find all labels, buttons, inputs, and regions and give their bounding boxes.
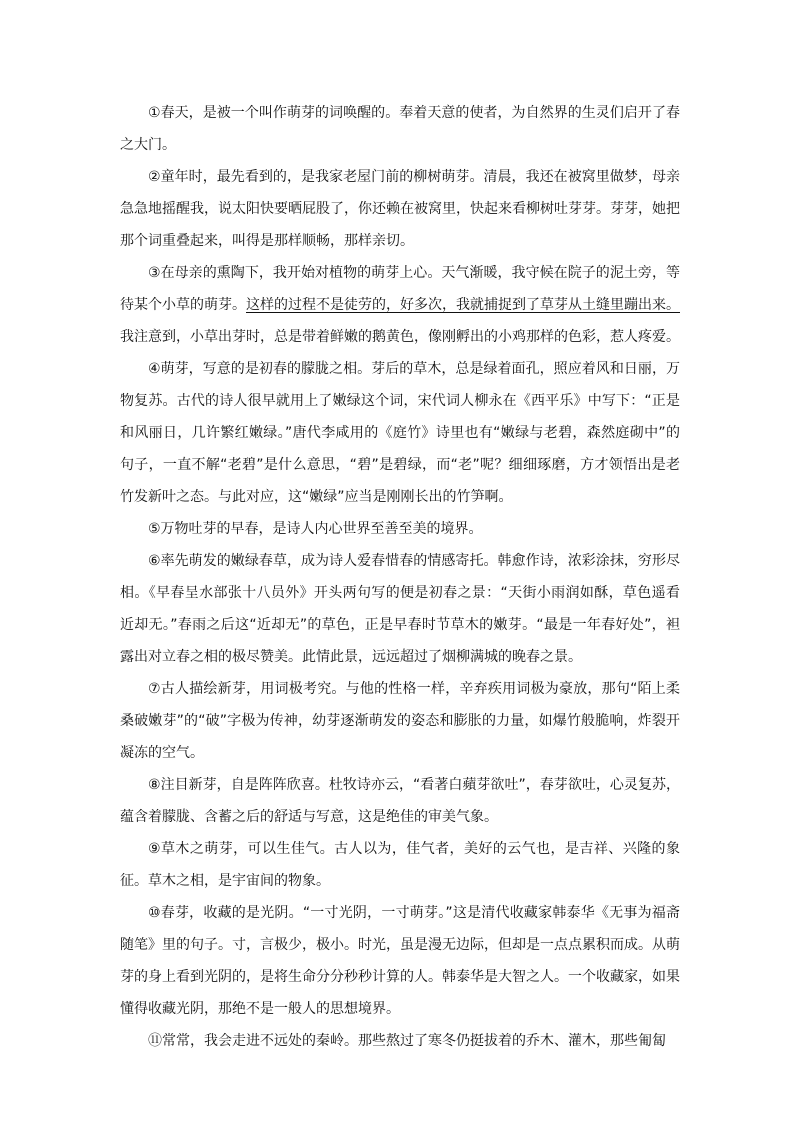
paragraph-7: ⑦古人描绘新芽，用词极考究。与他的性格一样，辛弃疾用词极为豪放，那句“陌上柔桑破嫩芽”的“破”字极为传神，幼芽逐渐萌发的姿态和膨胀的力量，如爆竹般脆响，炸裂开凝冻的空气。: [120, 681, 680, 761]
paragraph-4: ④萌芽，写意的是初春的朦胧之相。芽后的草木，总是绿着面孔，照应着风和日丽，万物复苏。古代的诗人很早就用上了嫩绿这个词，宋代词人柳永在《西平乐》中写下：“正是和风丽日，几许繁红嫩绿。”唐代李咸用的《庭竹》诗里也有“嫩绿与老碧，森然庭砌中”的句子，一直不解“老碧”是什么意思，“碧”是碧绿，而“老”呢？细细琢磨，方才领悟出是老竹发新叶之态。与此对应，这“嫩绿”应当是刚刚长出的竹笋啊。: [120, 361, 680, 505]
paragraph-10: ⑩春芽，收藏的是光阴。“一寸光阴，一寸萌芽。”这是清代收藏家韩泰华《无事为福斋随笔》里的句子。寸，言极少，极小。时光，虽是漫无边际，但却是一点点累积而成。从萌芽的身上看到光阴的，是将生命分分秒秒计算的人。韩泰华是大智之人。一个收藏家，如果懂得收藏光阴，那绝不是一般人的思想境界。: [120, 905, 680, 1017]
underlined-sentence: 这样的过程不是徒劳的，好多次，我就捕捉到了草芽从土缝里蹦出来。: [246, 297, 680, 313]
paragraph-2: ②童年时，最先看到的，是我家老屋门前的柳树萌芽。清晨，我还在被窝里做梦，母亲急急地摇醒我，说太阳快要晒屁股了，你还赖在被窝里，快起来看柳树吐芽芽。芽芽，她把那个词重叠起来，叫得是那样顺畅，那样亲切。: [120, 169, 680, 249]
paragraph-8: ⑧注目新芽，自是阵阵欣喜。杜牧诗亦云，“看著白蘋芽欲吐”，春芽欲吐，心灵复苏，蕴含着朦胧、含蓄之后的舒适与写意，这是绝佳的审美气象。: [120, 777, 680, 825]
paragraph-3-tail: 我注意到，小草出芽时，总是带着鲜嫩的鹅黄色，像刚孵出的小鸡那样的色彩，惹人疼爱。: [120, 329, 680, 345]
paragraph-5: ⑤万物吐芽的早春，是诗人内心世界至善至美的境界。: [148, 521, 483, 537]
paragraph-1: ①春天，是被一个叫作萌芽的词唤醒的。奉着天意的使者，为自然界的生灵们启开了春之大门。: [120, 105, 680, 153]
paragraph-3: [120, 257, 680, 353]
paragraph-11: ⑪常常，我会走进不远处的秦岭。那些熬过了寒冬仍挺拔着的乔木、灌木，那些匍匐: [148, 1033, 666, 1049]
paragraph-6: ⑥率先萌发的嫩绿春草，成为诗人爱春惜春的情感寄托。韩愈作诗，浓彩涂抹，穷形尽相。《早春呈水部张十八员外》开头两句写的便是初春之景：“天街小雨润如酥，草色遥看近却无。”春雨之后这“近却无”的草色，正是早春时节草木的嫩芽。“最是一年春好处”，袒露出对立春之相的极尽赞美。此情此景，远远超过了烟柳满城的晚春之景。: [120, 553, 680, 665]
paragraph-9: ⑨草木之萌芽，可以生佳气。古人以为，佳气者，美好的云气也，是吉祥、兴隆的象征。草木之相，是宇宙间的物象。: [120, 841, 680, 889]
article-body: [120, 97, 680, 1057]
paragraph-3-lead: ③在母亲的熏陶下，我开始对植物的萌芽上心。天气渐暖，我守候在院子的泥土旁，等待某个小草的萌芽。: [120, 265, 680, 313]
